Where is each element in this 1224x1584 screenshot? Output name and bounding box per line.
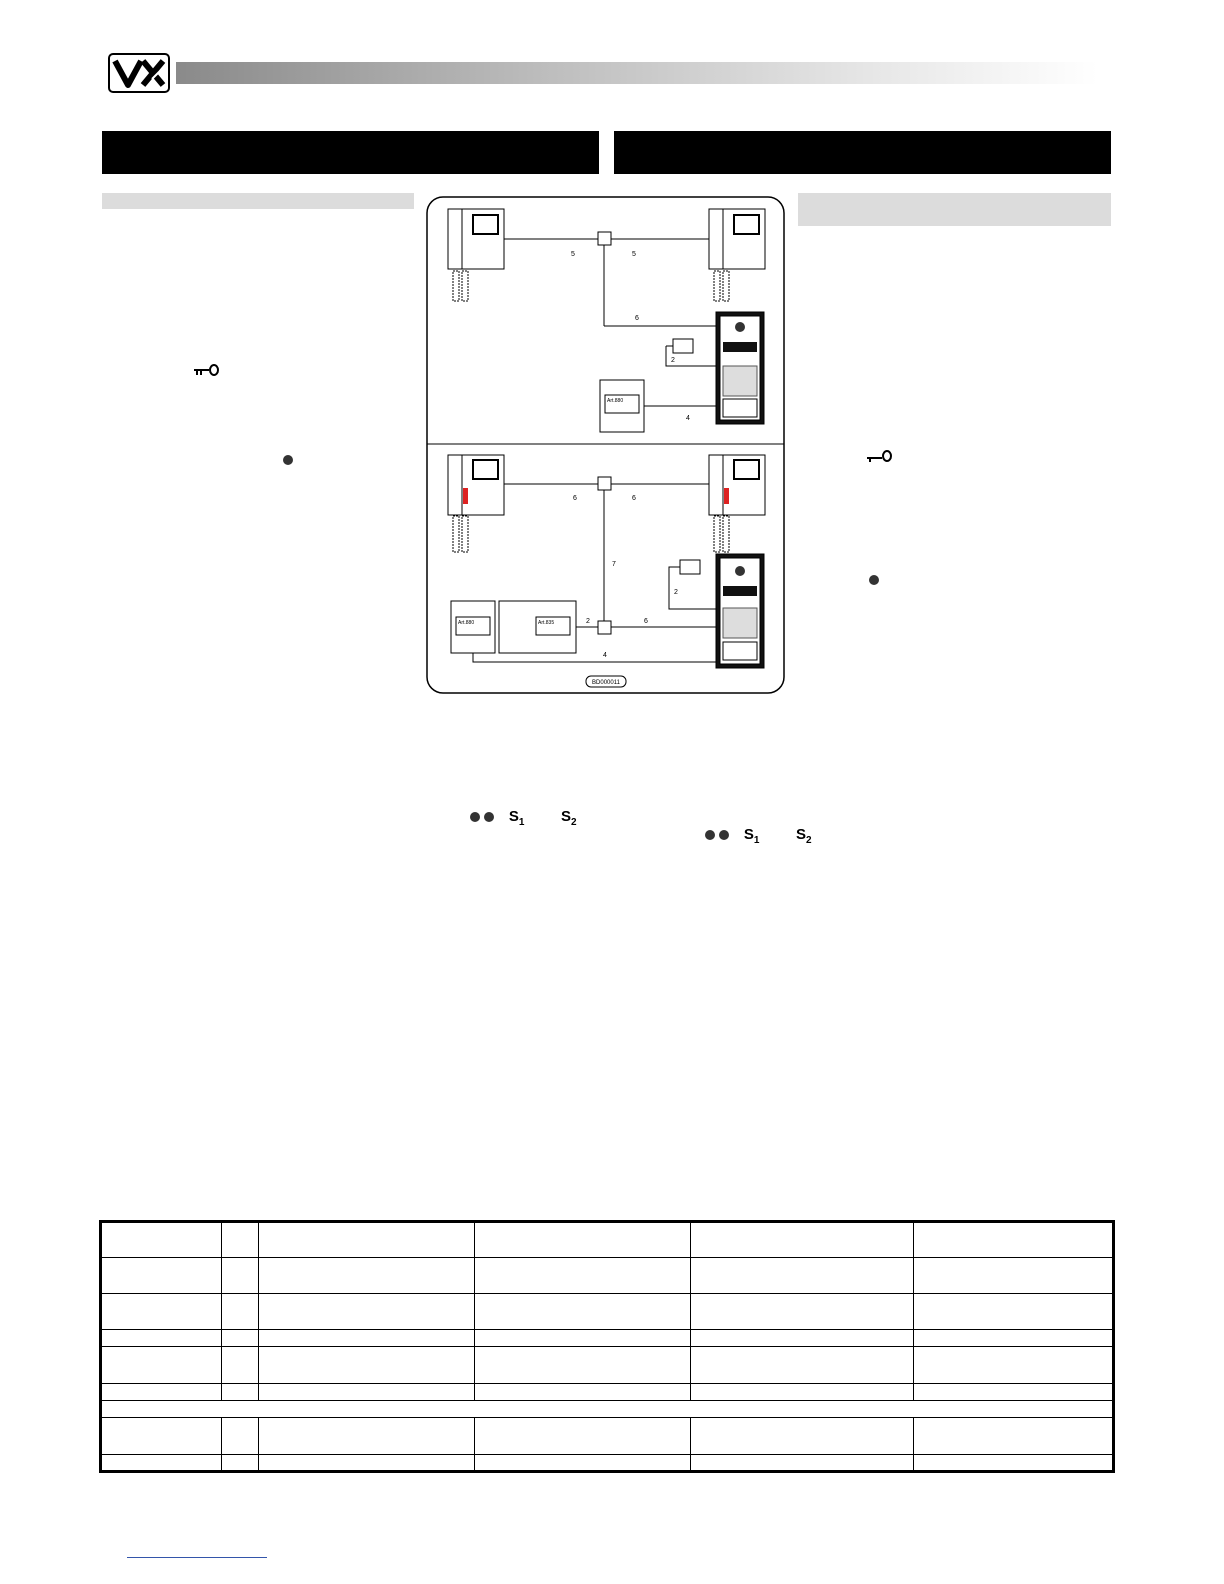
dot-icon (705, 830, 715, 840)
svg-text:4: 4 (686, 415, 690, 422)
header-gradient-bar (176, 62, 1098, 84)
s2-label: $S_2$ (560, 808, 577, 828)
s1-label: $S_1$ (743, 826, 760, 846)
table-row (101, 1222, 1114, 1258)
specification-table (99, 1220, 1115, 1473)
section-title-bar-right (614, 131, 1111, 174)
vx-logo-mark (110, 55, 168, 91)
svg-text:7: 7 (612, 561, 616, 568)
svg-text:5: 5 (632, 251, 636, 258)
svg-text:6: 6 (573, 495, 577, 502)
section-title-bar-left (102, 131, 599, 174)
s1-label: $S_1$ (508, 808, 525, 828)
svg-text:Art.880: Art.880 (607, 398, 624, 404)
svg-text:4: 4 (603, 652, 607, 659)
s2-label: $S_2$ (795, 826, 812, 846)
dot-icon (283, 451, 293, 469)
svg-text:6: 6 (632, 495, 636, 502)
svg-text:Art.835: Art.835 (538, 620, 555, 626)
key-icon (193, 363, 221, 382)
brand-logo (108, 53, 170, 93)
table-row (101, 1330, 1114, 1347)
svg-text:2: 2 (671, 357, 675, 364)
table-row (101, 1383, 1114, 1400)
svg-text:6: 6 (644, 618, 648, 625)
symbol-line-right (705, 826, 812, 846)
svg-text:2: 2 (586, 618, 590, 625)
table-row (101, 1258, 1114, 1293)
table-row (101, 1454, 1114, 1471)
svg-text:2: 2 (674, 589, 678, 596)
door-panel-top (716, 312, 764, 424)
key-icon-right (866, 449, 894, 468)
table-row (101, 1347, 1114, 1383)
subheader-right (798, 193, 1111, 226)
wiring-diagram (426, 196, 785, 694)
table-row (101, 1418, 1114, 1454)
dot-icon (719, 830, 729, 840)
svg-text:Art.880: Art.880 (458, 620, 475, 626)
table-row (101, 1293, 1114, 1329)
dot-icon (470, 812, 480, 822)
subheader-left (102, 193, 414, 209)
dot-icon (484, 812, 494, 822)
svg-text:6: 6 (635, 315, 639, 322)
symbol-line-left (470, 808, 577, 828)
diagram-ref-code: BD000011 (592, 680, 620, 686)
svg-text:5: 5 (571, 251, 575, 258)
footer-link-underline[interactable] (127, 1557, 267, 1558)
dot-icon-right (869, 571, 879, 589)
door-panel-bottom (716, 554, 764, 668)
table-row (101, 1401, 1114, 1418)
